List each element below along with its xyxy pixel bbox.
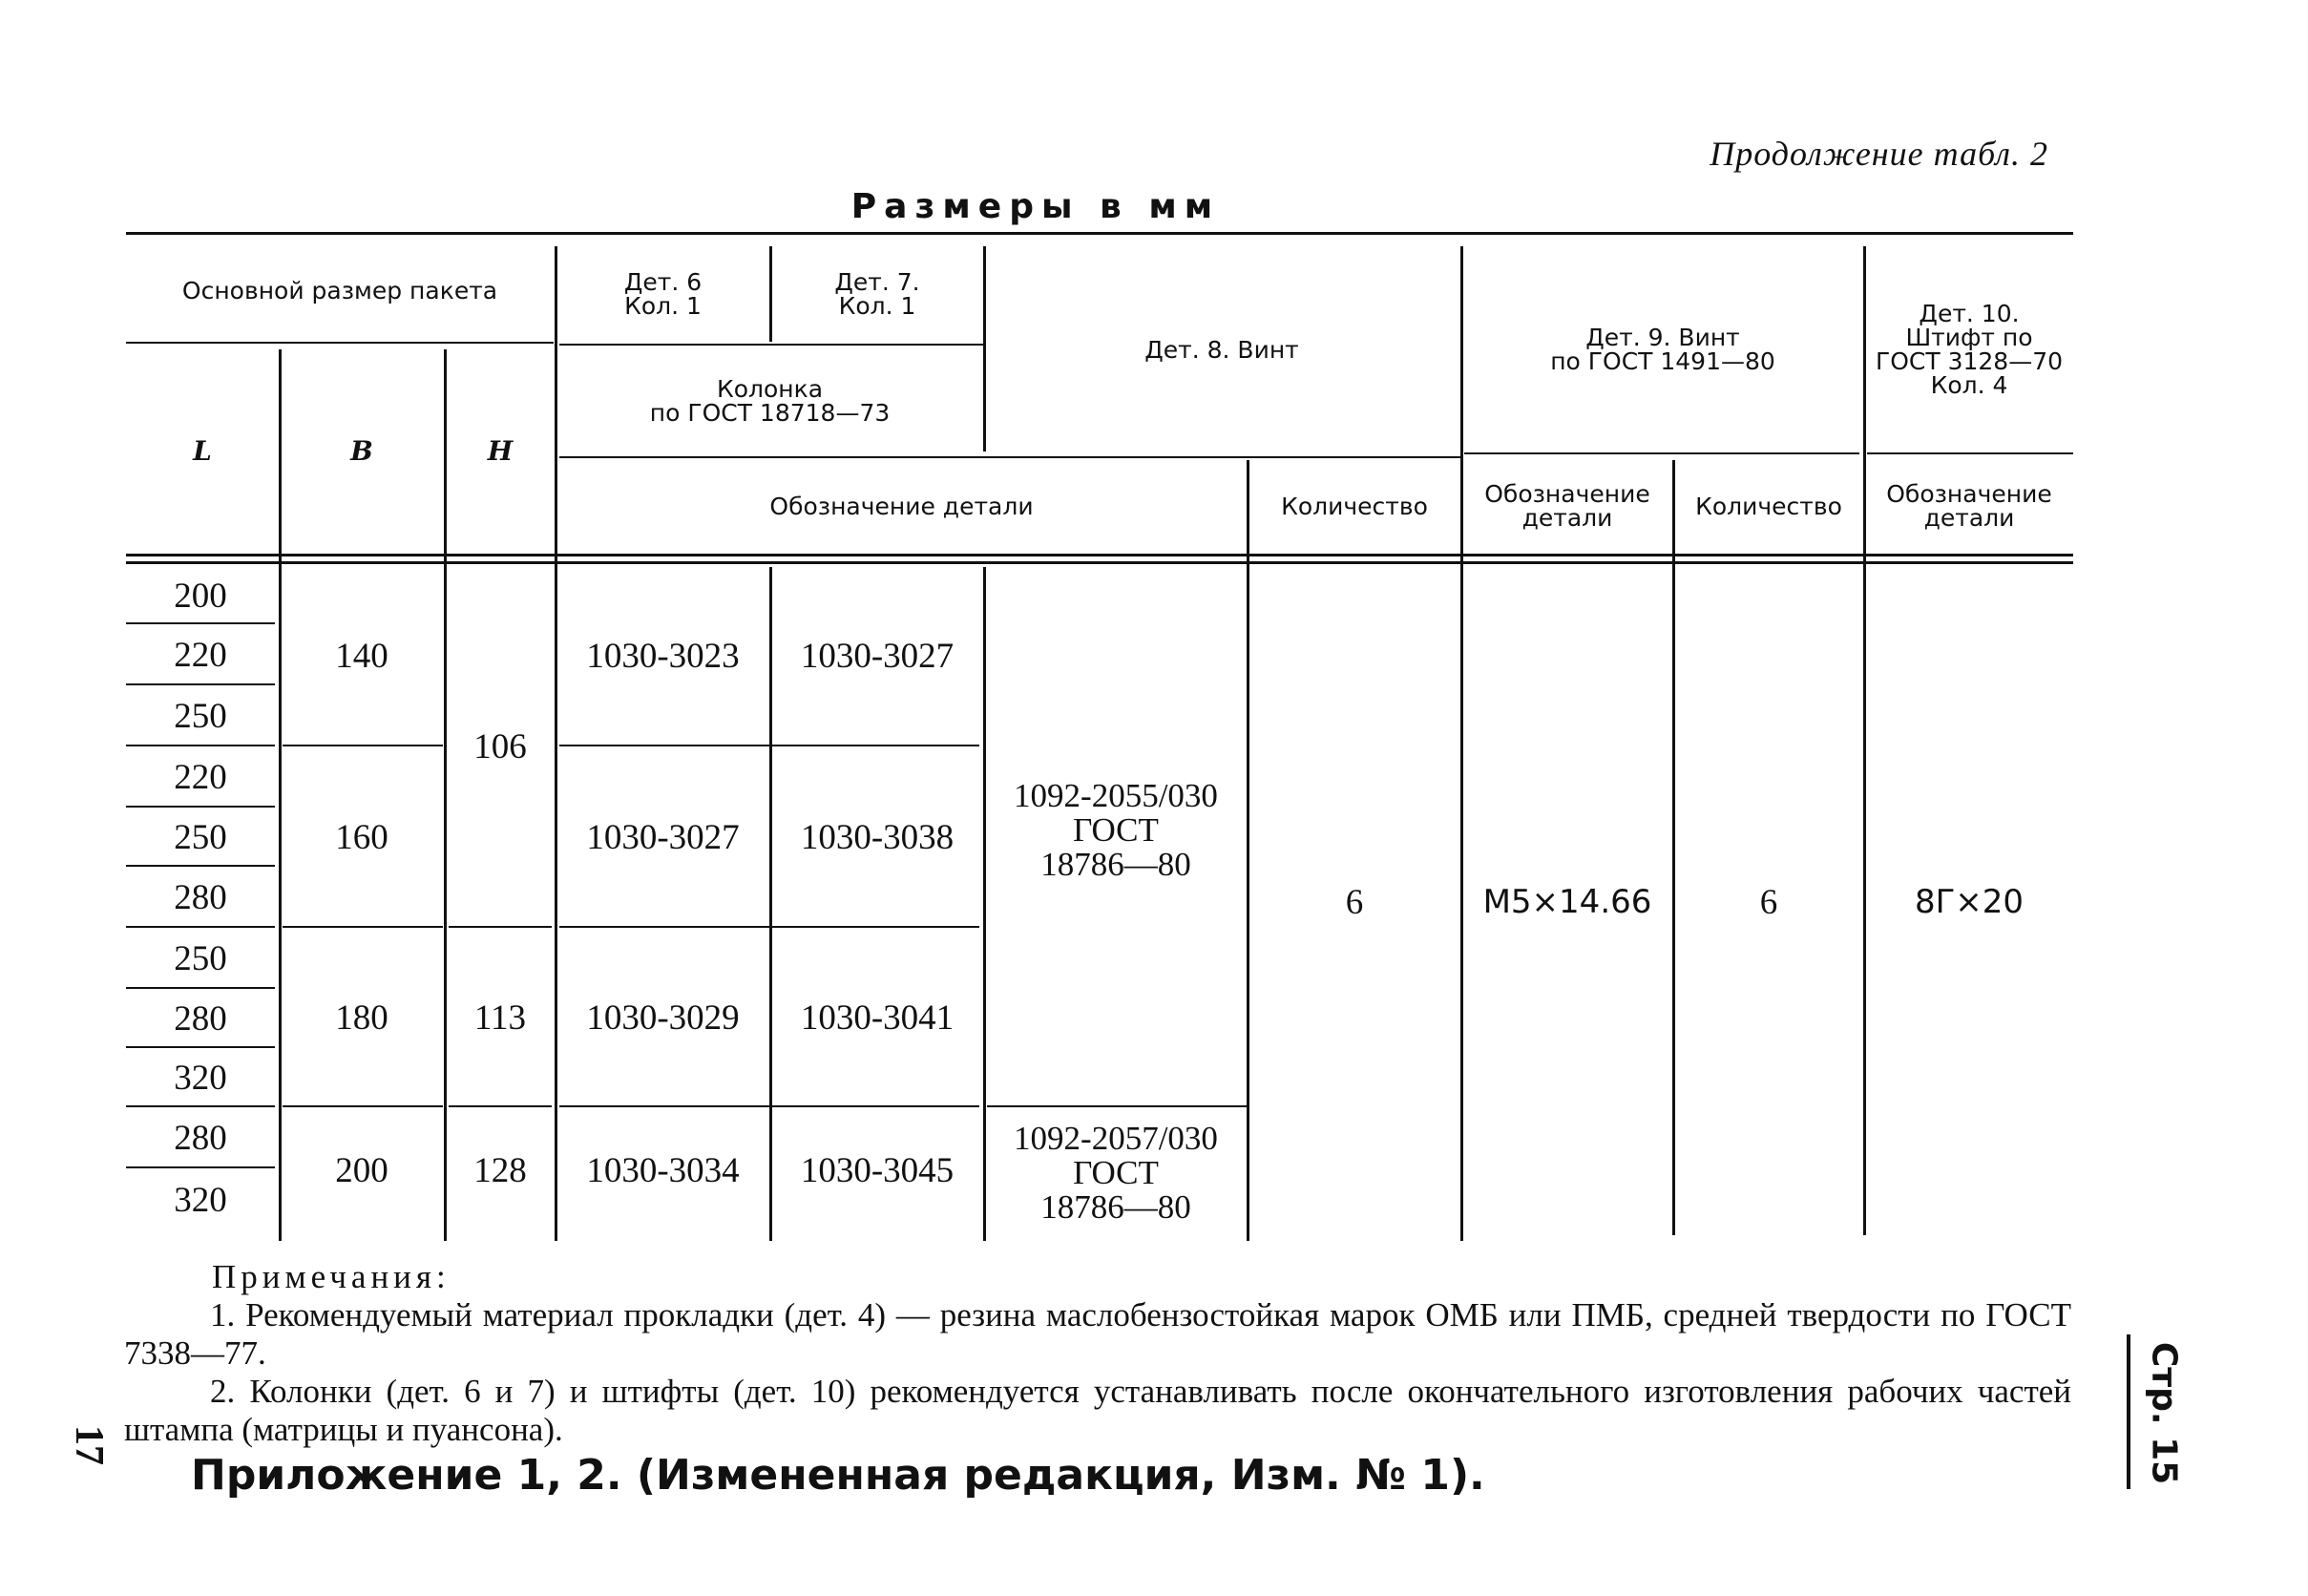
page-number-divider xyxy=(2127,1334,2130,1489)
B-value: 140 xyxy=(335,636,388,676)
note-item: 1. Рекомендуемый материал прокладки (дет. 4) — резина маслобензостойкая марок ОМБ или ПМБ, средней твердости по ГОСТ 7338—77. xyxy=(124,1296,2071,1372)
det6-designation: 1030-3027 xyxy=(586,817,740,857)
det7-designation: 1030-3041 xyxy=(800,998,955,1038)
page-number-left: 17 xyxy=(67,1425,111,1465)
det8-screw-designation: 1092-2057/030 ГОСТ 18786—80 xyxy=(1014,1120,1218,1226)
header-det8: Дет. 8. Винт xyxy=(1144,335,1299,364)
header-det6: Дет. 6 Кол. 1 xyxy=(623,268,703,320)
header-det9: Дет. 9. Винт по ГОСТ 1491—80 xyxy=(1550,324,1775,375)
H-value: 128 xyxy=(473,1150,527,1190)
L-value: 320 xyxy=(174,1180,227,1220)
H-value: 106 xyxy=(473,726,527,766)
note-item: 2. Колонки (дет. 6 и 7) и штифты (дет. 10) рекомендуется устанавливать после окончательного изготовления рабочих частей штампа (матрицы и пуансона). xyxy=(124,1373,2071,1448)
header-quantity-det9: Количество xyxy=(1695,492,1842,520)
header-column: Колонка по ГОСТ 18718—73 xyxy=(649,375,891,427)
det9-designation: M5×14.66 xyxy=(1482,883,1652,921)
det6-designation: 1030-3034 xyxy=(586,1150,740,1190)
header-part-designation-det9: Обозначение детали xyxy=(1484,480,1650,532)
det6-designation: 1030-3029 xyxy=(586,998,740,1038)
header-part-designation: Обозначение детали xyxy=(769,492,1034,520)
det7-designation: 1030-3038 xyxy=(800,817,955,857)
det10-designation: 8Г×20 xyxy=(1914,883,2025,921)
header-part-designation-det10: Обозначение детали xyxy=(1886,480,2052,532)
det8-quantity: 6 xyxy=(1345,882,1364,922)
B-value: 180 xyxy=(335,998,388,1038)
B-value: 160 xyxy=(335,817,388,857)
header-B: B xyxy=(350,434,373,467)
det7-designation: 1030-3027 xyxy=(800,636,955,676)
L-value: 220 xyxy=(174,757,227,797)
L-value: 220 xyxy=(174,635,227,675)
L-value: 250 xyxy=(174,817,227,857)
units-caption: Размеры в мм xyxy=(850,187,1221,226)
header-base-size: Основной размер пакета xyxy=(181,276,498,304)
L-value: 280 xyxy=(174,998,227,1039)
L-value: 280 xyxy=(174,1118,227,1158)
appendix-note: Приложение 1, 2. (Измененная редакция, Изм. № 1). xyxy=(191,1451,1485,1500)
header-L: L xyxy=(193,434,212,467)
continuation-label: Продолжение табл. 2 xyxy=(1710,135,2048,173)
notes-title: Примечания: xyxy=(212,1258,451,1295)
page-number-right: Стр. 15 xyxy=(2144,1341,2184,1485)
header-H: H xyxy=(487,434,514,467)
L-value: 280 xyxy=(174,877,227,917)
det8-screw-designation: 1092-2055/030 ГОСТ 18786—80 xyxy=(1014,777,1218,883)
header-det10: Дет. 10. Штифт по ГОСТ 3128—70 Кол. 4 xyxy=(1875,300,2064,399)
det6-designation: 1030-3023 xyxy=(586,636,740,676)
H-value: 113 xyxy=(473,998,527,1038)
L-value: 250 xyxy=(174,938,227,978)
header-det7: Дет. 7. Кол. 1 xyxy=(834,268,920,320)
det9-quantity: 6 xyxy=(1759,882,1778,922)
L-value: 250 xyxy=(174,696,227,736)
header-quantity-det8: Количество xyxy=(1281,492,1428,520)
L-value: 200 xyxy=(174,576,227,616)
notes xyxy=(124,1258,2071,1449)
L-value: 320 xyxy=(174,1058,227,1098)
B-value: 200 xyxy=(335,1150,388,1190)
det7-designation: 1030-3045 xyxy=(800,1150,955,1190)
